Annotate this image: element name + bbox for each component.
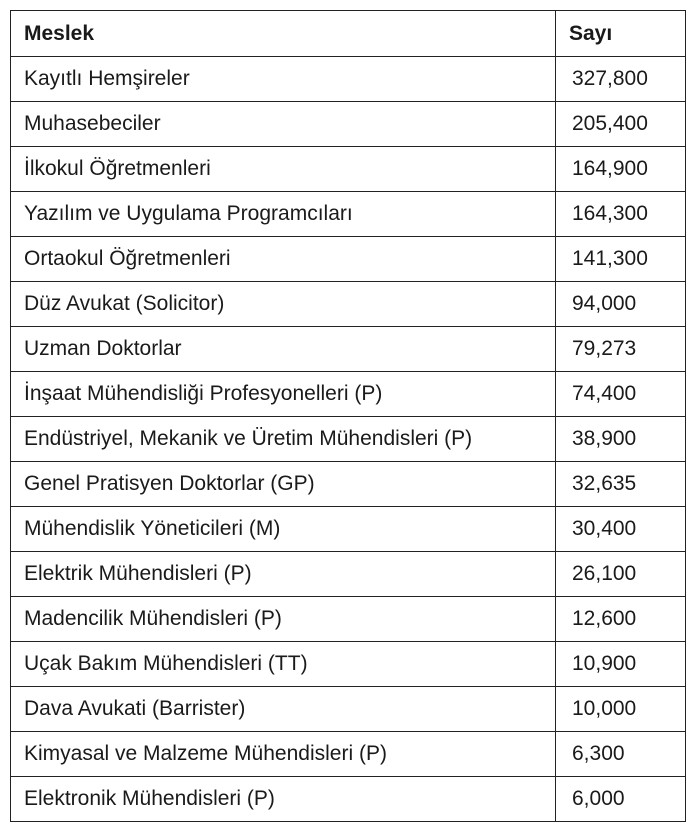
- occupation-cell: Genel Pratisyen Doktorlar (GP): [11, 462, 556, 507]
- count-cell: 12,600: [556, 597, 686, 642]
- table-row: [11, 507, 686, 552]
- occupation-cell: Kayıtlı Hemşireler: [11, 57, 556, 102]
- occupation-cell: Yazılım ve Uygulama Programcıları: [11, 192, 556, 237]
- table-row: [11, 462, 686, 507]
- occupation-cell: Mühendislik Yöneticileri (M): [11, 507, 556, 552]
- count-cell: 10,900: [556, 642, 686, 687]
- occupation-cell: Düz Avukat (Solicitor): [11, 282, 556, 327]
- count-cell: 6,000: [556, 777, 686, 822]
- count-cell: 164,900: [556, 147, 686, 192]
- count-cell: 327,800: [556, 57, 686, 102]
- occupation-table: [10, 10, 686, 822]
- table-row: [11, 777, 686, 822]
- table-row: [11, 282, 686, 327]
- table-row: [11, 642, 686, 687]
- table-header-row: [11, 11, 686, 57]
- count-cell: 164,300: [556, 192, 686, 237]
- occupation-cell: Madencilik Mühendisleri (P): [11, 597, 556, 642]
- table-row: [11, 147, 686, 192]
- count-cell: 10,000: [556, 687, 686, 732]
- table-row: [11, 57, 686, 102]
- table-row: [11, 192, 686, 237]
- header-occupation: Meslek: [11, 11, 556, 57]
- count-cell: 74,400: [556, 372, 686, 417]
- header-count: Sayı: [556, 11, 686, 57]
- count-cell: 30,400: [556, 507, 686, 552]
- occupation-cell: Muhasebeciler: [11, 102, 556, 147]
- table-row: [11, 552, 686, 597]
- table-row: [11, 327, 686, 372]
- count-cell: 205,400: [556, 102, 686, 147]
- table-row: [11, 597, 686, 642]
- count-cell: 79,273: [556, 327, 686, 372]
- occupation-cell: Uçak Bakım Mühendisleri (TT): [11, 642, 556, 687]
- count-cell: 6,300: [556, 732, 686, 777]
- occupation-cell: Dava Avukati (Barrister): [11, 687, 556, 732]
- table-row: [11, 237, 686, 282]
- count-cell: 38,900: [556, 417, 686, 462]
- table-row: [11, 417, 686, 462]
- occupation-cell: Uzman Doktorlar: [11, 327, 556, 372]
- occupation-cell: İlkokul Öğretmenleri: [11, 147, 556, 192]
- table-row: [11, 102, 686, 147]
- occupation-cell: Endüstriyel, Mekanik ve Üretim Mühendisleri (P): [11, 417, 556, 462]
- table-row: [11, 732, 686, 777]
- table-row: [11, 372, 686, 417]
- occupation-cell: Elektrik Mühendisleri (P): [11, 552, 556, 597]
- count-cell: 32,635: [556, 462, 686, 507]
- occupation-cell: Ortaokul Öğretmenleri: [11, 237, 556, 282]
- count-cell: 26,100: [556, 552, 686, 597]
- occupation-cell: Elektronik Mühendisleri (P): [11, 777, 556, 822]
- count-cell: 94,000: [556, 282, 686, 327]
- count-cell: 141,300: [556, 237, 686, 282]
- occupation-cell: Kimyasal ve Malzeme Mühendisleri (P): [11, 732, 556, 777]
- occupation-table-container: [10, 10, 685, 822]
- occupation-cell: İnşaat Mühendisliği Profesyonelleri (P): [11, 372, 556, 417]
- table-row: [11, 687, 686, 732]
